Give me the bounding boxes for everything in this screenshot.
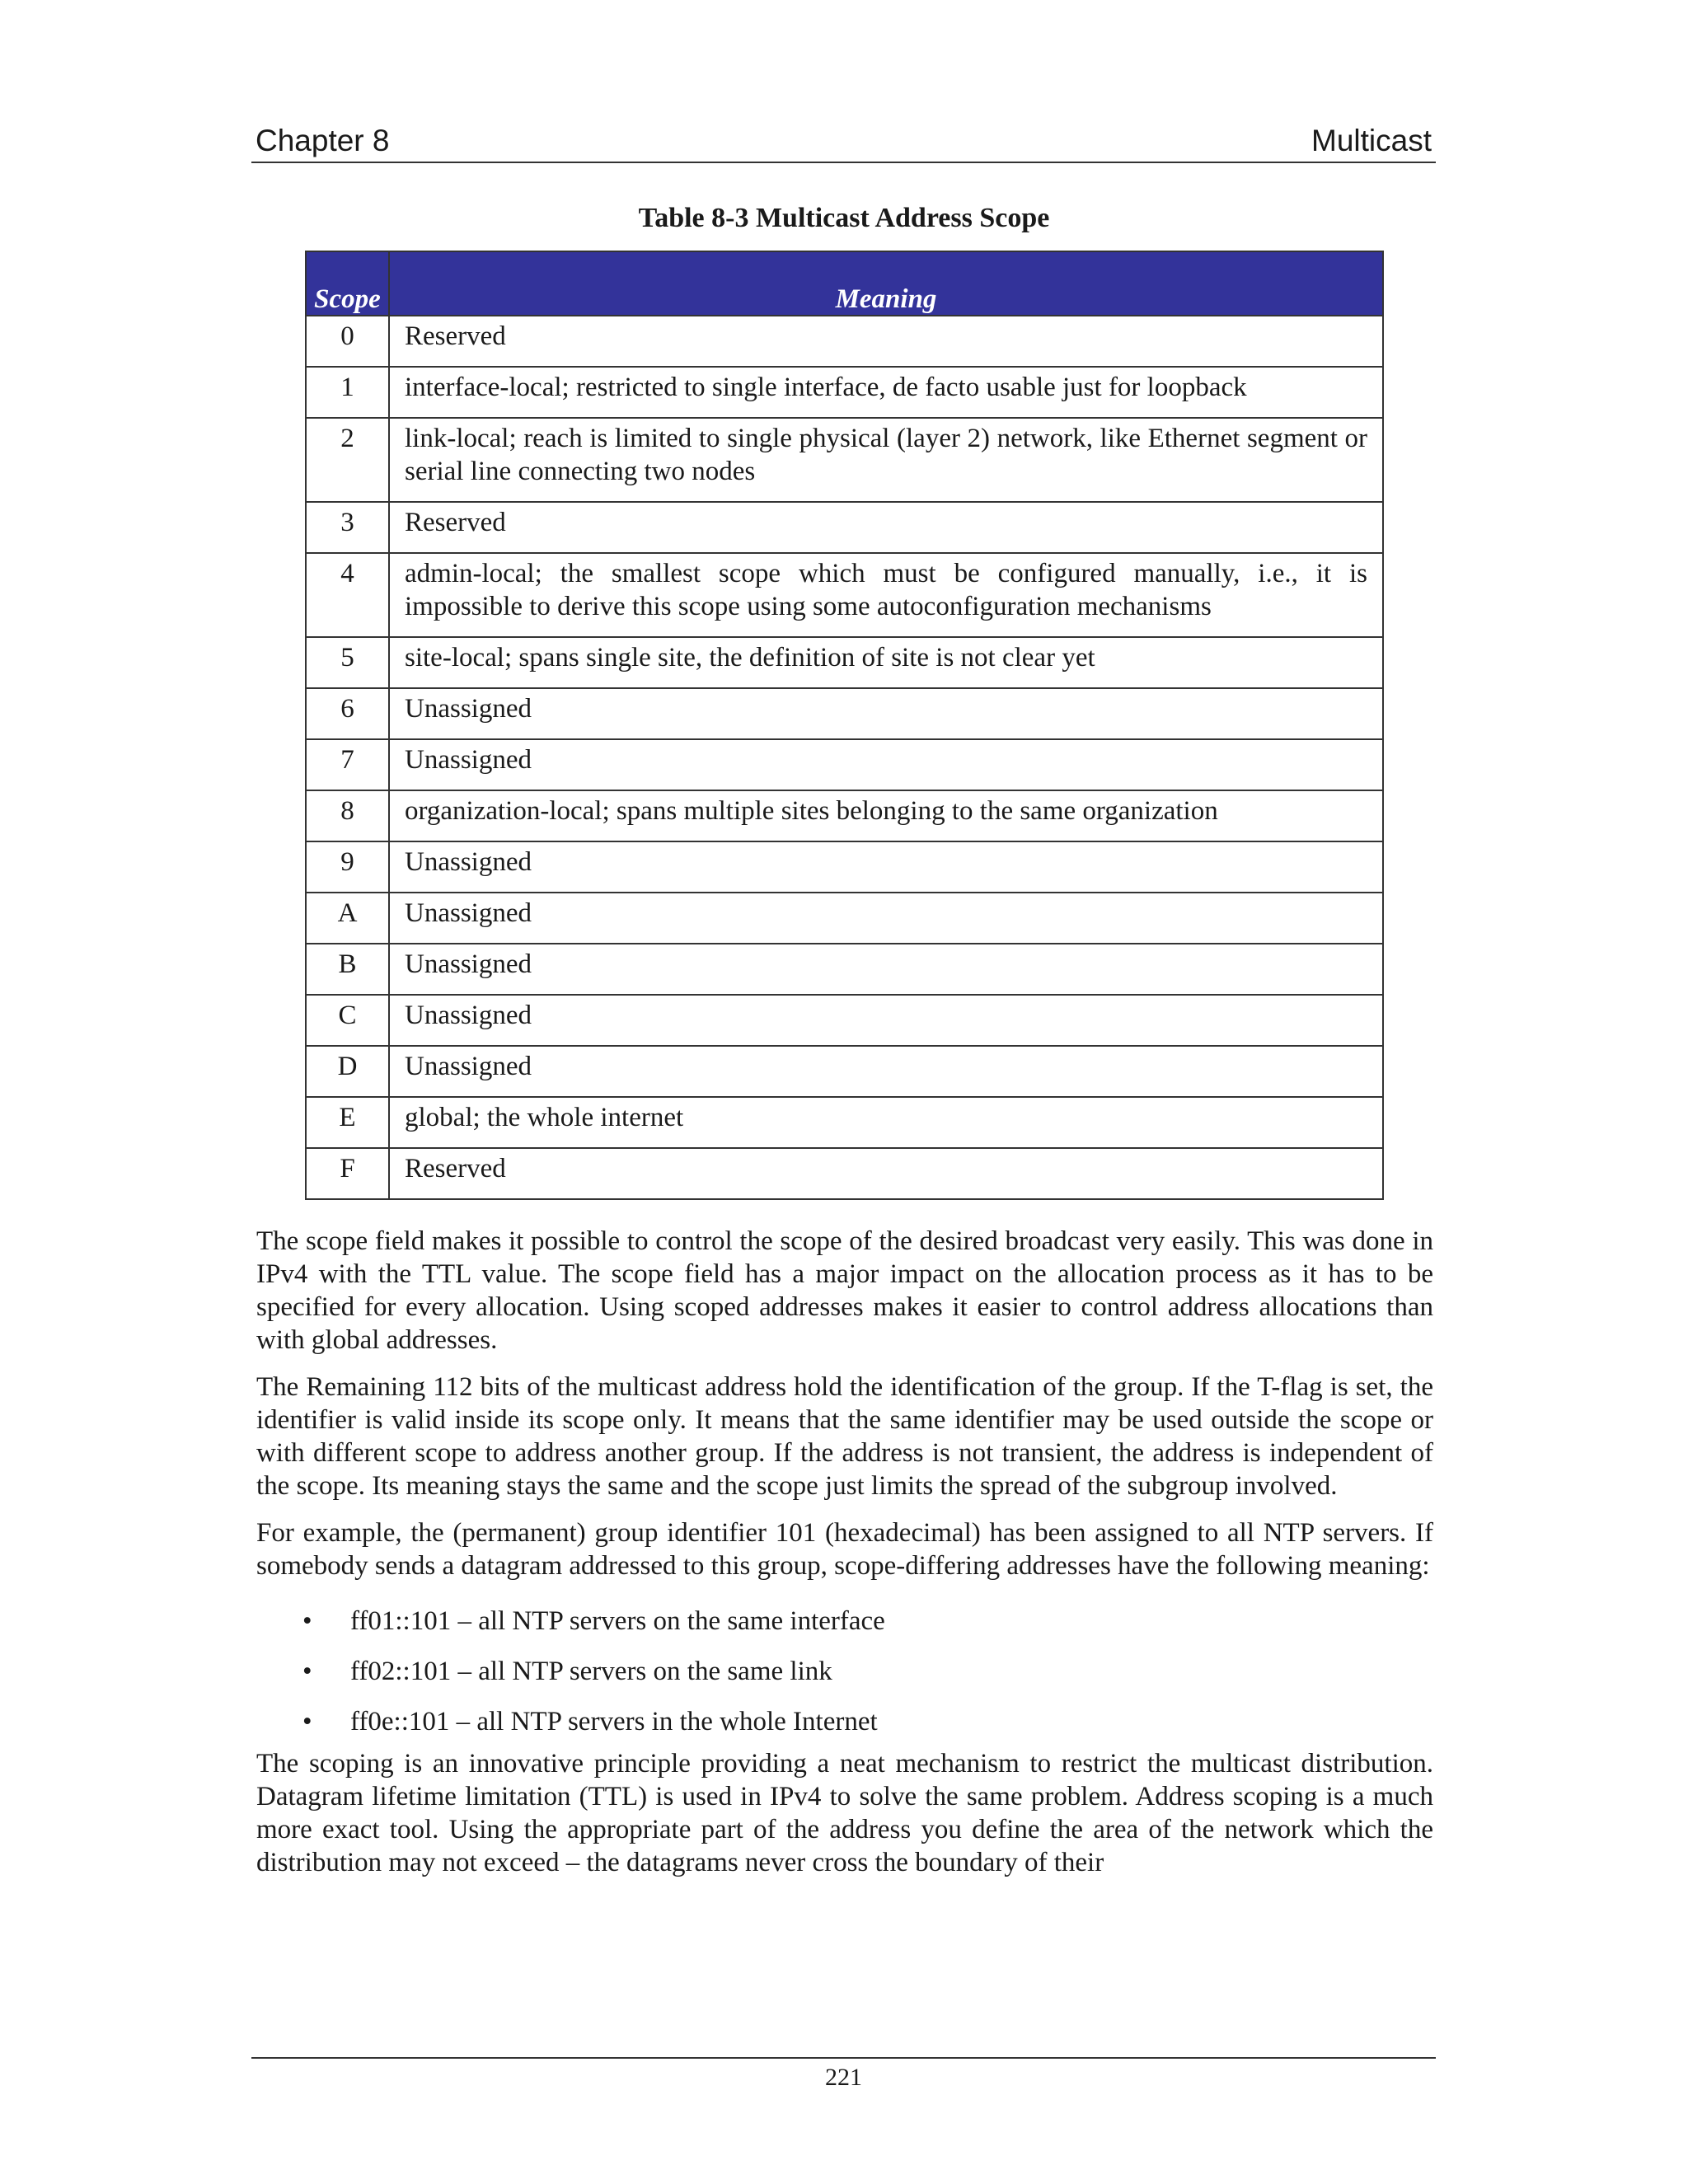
table-row (306, 502, 1383, 553)
meaning-cell: Unassigned (389, 688, 1383, 739)
scope-cell: 3 (306, 502, 389, 553)
column-header-scope: Scope (306, 251, 389, 316)
paragraph: The scope field makes it possible to control the scope of the desired broadcast very easily. This was done in IPv4 with the TTL value. The scope field has a major impact on the allocation process as it has to be specified for every allocation. Using scoped addresses makes it easier to control address allocations than with global addresses. (256, 1226, 1433, 1355)
table-row (306, 553, 1383, 637)
table-row (306, 316, 1383, 367)
scope-cell: 0 (306, 316, 389, 367)
table-row (306, 637, 1383, 688)
table-caption: Table 8-3 Multicast Address Scope (638, 203, 1050, 233)
meaning-cell: interface-local; restricted to single interface, de facto usable just for loopback (389, 367, 1383, 418)
meaning-cell: Unassigned (389, 1046, 1383, 1097)
page-footer (251, 2057, 1436, 2092)
scope-cell: C (306, 995, 389, 1046)
meaning-cell: Unassigned (389, 893, 1383, 944)
bullet-icon: • (302, 1606, 312, 1636)
table-row (306, 790, 1383, 841)
meaning-cell: link-local; reach is limited to single physical (layer 2) network, like Ethernet segment or serial line connecting two nodes (389, 418, 1383, 502)
table-row (306, 688, 1383, 739)
meaning-cell: organization-local; spans multiple sites belonging to the same organization (389, 790, 1383, 841)
scope-cell: D (306, 1046, 389, 1097)
table-row (306, 418, 1383, 502)
meaning-cell: Unassigned (389, 739, 1383, 790)
table-row (306, 893, 1383, 944)
paragraph: The scoping is an innovative principle providing a neat mechanism to restrict the multicast distribution. Datagram lifetime limitation (TTL) is used in IPv4 to solve the same problem. Address scoping is a much more exact tool. Using the appropriate part of the address you define the area of the network which the distribution may not exceed – the datagrams never cross the boundary of their (256, 1749, 1433, 1877)
scope-cell: F (306, 1148, 389, 1199)
bullet-icon: • (302, 1707, 312, 1736)
meaning-cell: Reserved (389, 1148, 1383, 1199)
table-row (306, 739, 1383, 790)
meaning-cell: Reserved (389, 316, 1383, 367)
list-item (256, 1647, 1433, 1697)
table-row (306, 1097, 1383, 1148)
meaning-cell: Unassigned (389, 944, 1383, 995)
table-row (306, 1046, 1383, 1097)
paragraph: The Remaining 112 bits of the multicast address hold the identification of the group. If the T-flag is set, the identifier is valid inside its scope only. It means that the same identifier may be used outside the scope or with different scope to address another group. If the address is not transient, the address is independent of the scope. Its meaning stays the same and the scope just limits the spread of the subgroup involved. (256, 1372, 1433, 1501)
meaning-cell: admin-local; the smallest scope which must be configured manually, i.e., it is impossible to derive this scope using some autoconfiguration mechanisms (389, 553, 1383, 637)
scope-cell: 9 (306, 841, 389, 893)
scope-cell: 8 (306, 790, 389, 841)
scope-cell: 4 (306, 553, 389, 637)
scope-cell: E (306, 1097, 389, 1148)
list-item (256, 1596, 1433, 1647)
bullet-icon: • (302, 1657, 312, 1686)
list-item-text: ff02::101 – all NTP servers on the same link (350, 1657, 832, 1686)
table-row (306, 367, 1383, 418)
table-row (306, 1148, 1383, 1199)
scope-cell: 6 (306, 688, 389, 739)
table-row (306, 944, 1383, 995)
list-item-text: ff01::101 – all NTP servers on the same interface (350, 1606, 885, 1636)
meaning-cell: Reserved (389, 502, 1383, 553)
section-label: Multicast (1311, 124, 1432, 157)
table-row (306, 995, 1383, 1046)
meaning-cell: global; the whole internet (389, 1097, 1383, 1148)
page-header (251, 124, 1436, 163)
multicast-scope-table (305, 251, 1384, 1200)
scope-cell: 2 (306, 418, 389, 502)
body-text (256, 1225, 1433, 1893)
list-item-text: ff0e::101 – all NTP servers in the whole Internet (350, 1707, 878, 1736)
table-row (306, 841, 1383, 893)
scope-cell: 1 (306, 367, 389, 418)
chapter-label: Chapter 8 (256, 124, 390, 157)
table-header-row (306, 251, 1383, 316)
scope-cell: 5 (306, 637, 389, 688)
meaning-cell: Unassigned (389, 995, 1383, 1046)
page-number: 221 (825, 2064, 862, 2091)
scope-cell: 7 (306, 739, 389, 790)
meaning-cell: Unassigned (389, 841, 1383, 893)
scope-cell: A (306, 893, 389, 944)
scope-cell: B (306, 944, 389, 995)
paragraph: For example, the (permanent) group identifier 101 (hexadecimal) has been assigned to all NTP servers. If somebody sends a datagram addressed to this group, scope-differing addresses have the following meaning: (256, 1518, 1433, 1581)
meaning-cell: site-local; spans single site, the definition of site is not clear yet (389, 637, 1383, 688)
column-header-meaning: Meaning (389, 251, 1383, 316)
list-item (256, 1697, 1433, 1747)
ntp-address-list (256, 1596, 1433, 1747)
